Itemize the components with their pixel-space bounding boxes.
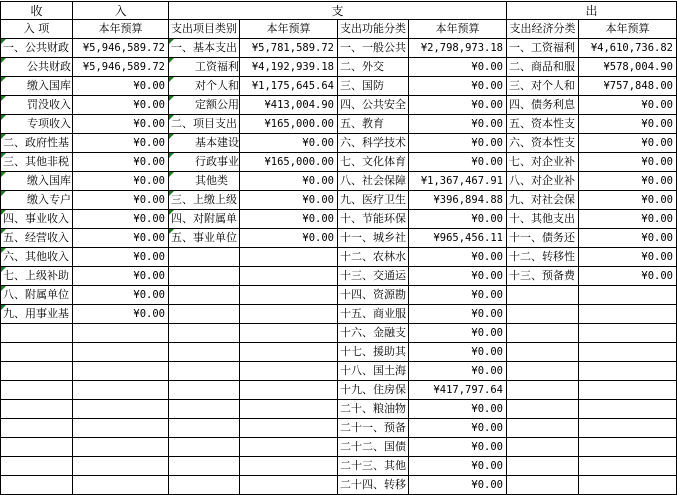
income-label-cell[interactable]: 缴入国库 bbox=[0, 77, 73, 96]
economic-budget-header[interactable]: 本年预算 bbox=[579, 20, 677, 39]
empty-cell[interactable] bbox=[507, 381, 579, 400]
functional-label-cell[interactable]: 十五、商业服 bbox=[338, 305, 409, 324]
functional-value-cell[interactable]: ¥0.00 bbox=[409, 286, 507, 305]
empty-cell[interactable] bbox=[507, 419, 579, 438]
economic-label-cell[interactable]: 四、债务利息 bbox=[507, 96, 579, 115]
empty-cell[interactable] bbox=[169, 362, 240, 381]
functional-value-cell[interactable]: ¥0.00 bbox=[409, 115, 507, 134]
economic-value-cell[interactable]: ¥0.00 bbox=[579, 248, 677, 267]
project-value-cell[interactable]: ¥4,192,939.18 bbox=[240, 58, 338, 77]
functional-label-cell[interactable]: 十四、资源勘 bbox=[338, 286, 409, 305]
income-label-cell[interactable]: 一、公共财政 bbox=[0, 39, 73, 58]
income-value-cell[interactable]: ¥0.00 bbox=[73, 305, 169, 324]
economic-value-cell[interactable]: ¥0.00 bbox=[579, 267, 677, 286]
project-label-cell[interactable]: 工资福利 bbox=[169, 58, 240, 77]
empty-cell[interactable] bbox=[579, 400, 677, 419]
functional-value-cell[interactable]: ¥1,367,467.91 bbox=[409, 172, 507, 191]
empty-cell[interactable] bbox=[240, 438, 338, 457]
income-label-cell[interactable]: 缴入国库 bbox=[0, 172, 73, 191]
income-value-cell[interactable]: ¥0.00 bbox=[73, 134, 169, 153]
project-value-cell[interactable]: ¥0.00 bbox=[240, 172, 338, 191]
project-value-cell[interactable]: ¥165,000.00 bbox=[240, 153, 338, 172]
income-label-cell[interactable]: 九、用事业基 bbox=[0, 305, 73, 324]
empty-cell[interactable] bbox=[169, 400, 240, 419]
empty-cell[interactable] bbox=[507, 343, 579, 362]
functional-label-cell[interactable]: 十二、农林水 bbox=[338, 248, 409, 267]
functional-value-cell[interactable]: ¥0.00 bbox=[409, 324, 507, 343]
empty-cell[interactable] bbox=[0, 381, 73, 400]
empty-cell[interactable] bbox=[579, 305, 677, 324]
empty-cell[interactable] bbox=[0, 419, 73, 438]
functional-label-cell[interactable]: 二十一、预备 bbox=[338, 419, 409, 438]
functional-value-cell[interactable]: ¥0.00 bbox=[409, 96, 507, 115]
income-value-cell[interactable]: ¥0.00 bbox=[73, 96, 169, 115]
project-value-cell[interactable]: ¥0.00 bbox=[240, 191, 338, 210]
functional-value-cell[interactable]: ¥0.00 bbox=[409, 248, 507, 267]
functional-label-cell[interactable]: 三、国防 bbox=[338, 77, 409, 96]
income-value-cell[interactable]: ¥0.00 bbox=[73, 77, 169, 96]
functional-label-cell[interactable]: 十三、交通运 bbox=[338, 267, 409, 286]
economic-label-cell[interactable]: 十、其他支出 bbox=[507, 210, 579, 229]
functional-category-header[interactable]: 支出功能分类 bbox=[338, 20, 409, 39]
income-label-cell[interactable]: 五、经营收入 bbox=[0, 229, 73, 248]
income-value-cell[interactable]: ¥0.00 bbox=[73, 248, 169, 267]
empty-cell[interactable] bbox=[169, 476, 240, 495]
empty-cell[interactable] bbox=[579, 286, 677, 305]
functional-label-cell[interactable]: 十七、援助其 bbox=[338, 343, 409, 362]
functional-label-cell[interactable]: 九、医疗卫生 bbox=[338, 191, 409, 210]
functional-label-cell[interactable]: 十一、城乡社 bbox=[338, 229, 409, 248]
income-label-cell[interactable]: 七、上级补助 bbox=[0, 267, 73, 286]
income-value-cell[interactable]: ¥0.00 bbox=[73, 267, 169, 286]
economic-value-cell[interactable]: ¥578,004.90 bbox=[579, 58, 677, 77]
income-value-cell[interactable]: ¥0.00 bbox=[73, 153, 169, 172]
functional-value-cell[interactable]: ¥417,797.64 bbox=[409, 381, 507, 400]
empty-cell[interactable] bbox=[73, 438, 169, 457]
income-label-cell[interactable]: 缴入专户 bbox=[0, 191, 73, 210]
functional-label-cell[interactable]: 十六、金融支 bbox=[338, 324, 409, 343]
income-label-cell[interactable]: 八、附属单位 bbox=[0, 286, 73, 305]
project-label-cell[interactable]: 行政事业 bbox=[169, 153, 240, 172]
economic-label-cell[interactable]: 三、对个人和 bbox=[507, 77, 579, 96]
empty-cell[interactable] bbox=[73, 400, 169, 419]
economic-label-cell[interactable]: 九、对社会保 bbox=[507, 191, 579, 210]
project-value-cell[interactable]: ¥5,781,589.72 bbox=[240, 39, 338, 58]
project-label-cell[interactable]: 对个人和 bbox=[169, 77, 240, 96]
empty-cell[interactable] bbox=[579, 476, 677, 495]
header-income-char1[interactable]: 收 bbox=[0, 1, 73, 20]
empty-cell[interactable] bbox=[0, 362, 73, 381]
functional-value-cell[interactable]: ¥0.00 bbox=[409, 58, 507, 77]
empty-cell[interactable] bbox=[507, 305, 579, 324]
functional-value-cell[interactable]: ¥0.00 bbox=[409, 210, 507, 229]
empty-cell[interactable] bbox=[169, 305, 240, 324]
empty-cell[interactable] bbox=[240, 248, 338, 267]
income-label-cell[interactable]: 四、事业收入 bbox=[0, 210, 73, 229]
functional-label-cell[interactable]: 十八、国土海 bbox=[338, 362, 409, 381]
empty-cell[interactable] bbox=[507, 286, 579, 305]
project-value-cell[interactable]: ¥0.00 bbox=[240, 134, 338, 153]
empty-cell[interactable] bbox=[240, 324, 338, 343]
empty-cell[interactable] bbox=[0, 343, 73, 362]
income-value-cell[interactable]: ¥0.00 bbox=[73, 191, 169, 210]
project-label-cell[interactable]: 五、事业单位 bbox=[169, 229, 240, 248]
project-value-cell[interactable]: ¥0.00 bbox=[240, 210, 338, 229]
functional-value-cell[interactable]: ¥965,456.11 bbox=[409, 229, 507, 248]
economic-value-cell[interactable]: ¥4,610,736.82 bbox=[579, 39, 677, 58]
project-label-cell[interactable]: 基本建设 bbox=[169, 134, 240, 153]
income-value-cell[interactable]: ¥5,946,589.72 bbox=[73, 58, 169, 77]
functional-label-cell[interactable]: 五、教育 bbox=[338, 115, 409, 134]
functional-label-cell[interactable]: 十九、住房保 bbox=[338, 381, 409, 400]
empty-cell[interactable] bbox=[73, 362, 169, 381]
project-label-cell[interactable]: 其他类 bbox=[169, 172, 240, 191]
functional-label-cell[interactable]: 二、外交 bbox=[338, 58, 409, 77]
economic-label-cell[interactable]: 五、资本性支 bbox=[507, 115, 579, 134]
empty-cell[interactable] bbox=[579, 381, 677, 400]
project-label-cell[interactable]: 四、对附属单 bbox=[169, 210, 240, 229]
income-item-header[interactable]: 入 项 bbox=[0, 20, 73, 39]
income-value-cell[interactable]: ¥0.00 bbox=[73, 115, 169, 134]
empty-cell[interactable] bbox=[240, 305, 338, 324]
project-budget-header[interactable]: 本年预算 bbox=[240, 20, 338, 39]
empty-cell[interactable] bbox=[507, 324, 579, 343]
empty-cell[interactable] bbox=[169, 457, 240, 476]
header-expense-char1[interactable]: 支 bbox=[169, 1, 507, 20]
economic-value-cell[interactable]: ¥0.00 bbox=[579, 229, 677, 248]
empty-cell[interactable] bbox=[73, 343, 169, 362]
empty-cell[interactable] bbox=[0, 400, 73, 419]
empty-cell[interactable] bbox=[507, 457, 579, 476]
functional-label-cell[interactable]: 二十、粮油物 bbox=[338, 400, 409, 419]
income-label-cell[interactable]: 三、其他非税 bbox=[0, 153, 73, 172]
empty-cell[interactable] bbox=[0, 476, 73, 495]
empty-cell[interactable] bbox=[73, 381, 169, 400]
income-value-cell[interactable]: ¥0.00 bbox=[73, 210, 169, 229]
functional-value-cell[interactable]: ¥0.00 bbox=[409, 267, 507, 286]
functional-label-cell[interactable]: 四、公共安全 bbox=[338, 96, 409, 115]
empty-cell[interactable] bbox=[73, 419, 169, 438]
economic-category-header[interactable]: 支出经济分类 bbox=[507, 20, 579, 39]
empty-cell[interactable] bbox=[73, 476, 169, 495]
empty-cell[interactable] bbox=[240, 267, 338, 286]
empty-cell[interactable] bbox=[507, 438, 579, 457]
functional-value-cell[interactable]: ¥0.00 bbox=[409, 476, 507, 495]
functional-budget-header[interactable]: 本年预算 bbox=[409, 20, 507, 39]
empty-cell[interactable] bbox=[507, 476, 579, 495]
header-income-char2[interactable]: 入 bbox=[73, 1, 169, 20]
economic-value-cell[interactable]: ¥0.00 bbox=[579, 115, 677, 134]
functional-value-cell[interactable]: ¥0.00 bbox=[409, 457, 507, 476]
functional-label-cell[interactable]: 十、节能环保 bbox=[338, 210, 409, 229]
empty-cell[interactable] bbox=[240, 476, 338, 495]
economic-value-cell[interactable]: ¥757,848.00 bbox=[579, 77, 677, 96]
functional-label-cell[interactable]: 七、文化体育 bbox=[338, 153, 409, 172]
empty-cell[interactable] bbox=[579, 438, 677, 457]
empty-cell[interactable] bbox=[169, 381, 240, 400]
economic-value-cell[interactable]: ¥0.00 bbox=[579, 191, 677, 210]
empty-cell[interactable] bbox=[73, 324, 169, 343]
economic-value-cell[interactable]: ¥0.00 bbox=[579, 153, 677, 172]
empty-cell[interactable] bbox=[169, 267, 240, 286]
empty-cell[interactable] bbox=[73, 457, 169, 476]
functional-value-cell[interactable]: ¥0.00 bbox=[409, 343, 507, 362]
empty-cell[interactable] bbox=[240, 419, 338, 438]
project-label-cell[interactable]: 定额公用 bbox=[169, 96, 240, 115]
functional-label-cell[interactable]: 二十三、其他 bbox=[338, 457, 409, 476]
functional-value-cell[interactable]: ¥0.00 bbox=[409, 77, 507, 96]
economic-label-cell[interactable]: 十一、债务还 bbox=[507, 229, 579, 248]
functional-value-cell[interactable]: ¥0.00 bbox=[409, 305, 507, 324]
project-value-cell[interactable]: ¥1,175,645.64 bbox=[240, 77, 338, 96]
empty-cell[interactable] bbox=[240, 381, 338, 400]
functional-value-cell[interactable]: ¥0.00 bbox=[409, 153, 507, 172]
project-label-cell[interactable]: 一、基本支出 bbox=[169, 39, 240, 58]
economic-label-cell[interactable]: 十二、转移性 bbox=[507, 248, 579, 267]
functional-value-cell[interactable]: ¥396,894.88 bbox=[409, 191, 507, 210]
income-value-cell[interactable]: ¥5,946,589.72 bbox=[73, 39, 169, 58]
functional-label-cell[interactable]: 二十四、转移 bbox=[338, 476, 409, 495]
empty-cell[interactable] bbox=[579, 324, 677, 343]
economic-label-cell[interactable]: 六、资本性支 bbox=[507, 134, 579, 153]
income-value-cell[interactable]: ¥0.00 bbox=[73, 286, 169, 305]
project-value-cell[interactable]: ¥413,004.90 bbox=[240, 96, 338, 115]
economic-label-cell[interactable]: 二、商品和服 bbox=[507, 58, 579, 77]
empty-cell[interactable] bbox=[0, 324, 73, 343]
empty-cell[interactable] bbox=[579, 419, 677, 438]
income-label-cell[interactable]: 二、政府性基 bbox=[0, 134, 73, 153]
empty-cell[interactable] bbox=[507, 362, 579, 381]
functional-value-cell[interactable]: ¥0.00 bbox=[409, 419, 507, 438]
empty-cell[interactable] bbox=[169, 438, 240, 457]
functional-label-cell[interactable]: 六、科学技术 bbox=[338, 134, 409, 153]
economic-label-cell[interactable]: 七、对企业补 bbox=[507, 153, 579, 172]
empty-cell[interactable] bbox=[579, 343, 677, 362]
empty-cell[interactable] bbox=[240, 286, 338, 305]
income-label-cell[interactable]: 六、其他收入 bbox=[0, 248, 73, 267]
project-category-header[interactable]: 支出项目类别 bbox=[169, 20, 240, 39]
economic-label-cell[interactable]: 八、对企业补 bbox=[507, 172, 579, 191]
functional-value-cell[interactable]: ¥0.00 bbox=[409, 362, 507, 381]
project-value-cell[interactable]: ¥165,000.00 bbox=[240, 115, 338, 134]
empty-cell[interactable] bbox=[169, 248, 240, 267]
income-budget-header[interactable]: 本年预算 bbox=[73, 20, 169, 39]
empty-cell[interactable] bbox=[507, 400, 579, 419]
functional-label-cell[interactable]: 二十二、国债 bbox=[338, 438, 409, 457]
empty-cell[interactable] bbox=[0, 438, 73, 457]
empty-cell[interactable] bbox=[169, 419, 240, 438]
functional-label-cell[interactable]: 八、社会保障 bbox=[338, 172, 409, 191]
empty-cell[interactable] bbox=[240, 362, 338, 381]
economic-value-cell[interactable]: ¥0.00 bbox=[579, 134, 677, 153]
empty-cell[interactable] bbox=[240, 457, 338, 476]
functional-value-cell[interactable]: ¥0.00 bbox=[409, 134, 507, 153]
project-label-cell[interactable]: 三、上缴上级 bbox=[169, 191, 240, 210]
empty-cell[interactable] bbox=[579, 457, 677, 476]
empty-cell[interactable] bbox=[169, 343, 240, 362]
empty-cell[interactable] bbox=[0, 457, 73, 476]
project-label-cell[interactable]: 二、项目支出 bbox=[169, 115, 240, 134]
economic-value-cell[interactable]: ¥0.00 bbox=[579, 172, 677, 191]
empty-cell[interactable] bbox=[240, 343, 338, 362]
functional-label-cell[interactable]: 一、一般公共 bbox=[338, 39, 409, 58]
project-value-cell[interactable]: ¥0.00 bbox=[240, 229, 338, 248]
income-label-cell[interactable]: 专项收入 bbox=[0, 115, 73, 134]
empty-cell[interactable] bbox=[169, 324, 240, 343]
economic-value-cell[interactable]: ¥0.00 bbox=[579, 210, 677, 229]
income-label-cell[interactable]: 公共财政 bbox=[0, 58, 73, 77]
header-expense-char2[interactable]: 出 bbox=[507, 1, 677, 20]
income-value-cell[interactable]: ¥0.00 bbox=[73, 172, 169, 191]
economic-label-cell[interactable]: 一、工资福利 bbox=[507, 39, 579, 58]
empty-cell[interactable] bbox=[579, 362, 677, 381]
empty-cell[interactable] bbox=[169, 286, 240, 305]
income-label-cell[interactable]: 罚没收入 bbox=[0, 96, 73, 115]
functional-value-cell[interactable]: ¥2,798,973.18 bbox=[409, 39, 507, 58]
economic-value-cell[interactable]: ¥0.00 bbox=[579, 96, 677, 115]
functional-value-cell[interactable]: ¥0.00 bbox=[409, 438, 507, 457]
economic-label-cell[interactable]: 十三、预备费 bbox=[507, 267, 579, 286]
income-value-cell[interactable]: ¥0.00 bbox=[73, 229, 169, 248]
functional-value-cell[interactable]: ¥0.00 bbox=[409, 400, 507, 419]
empty-cell[interactable] bbox=[240, 400, 338, 419]
